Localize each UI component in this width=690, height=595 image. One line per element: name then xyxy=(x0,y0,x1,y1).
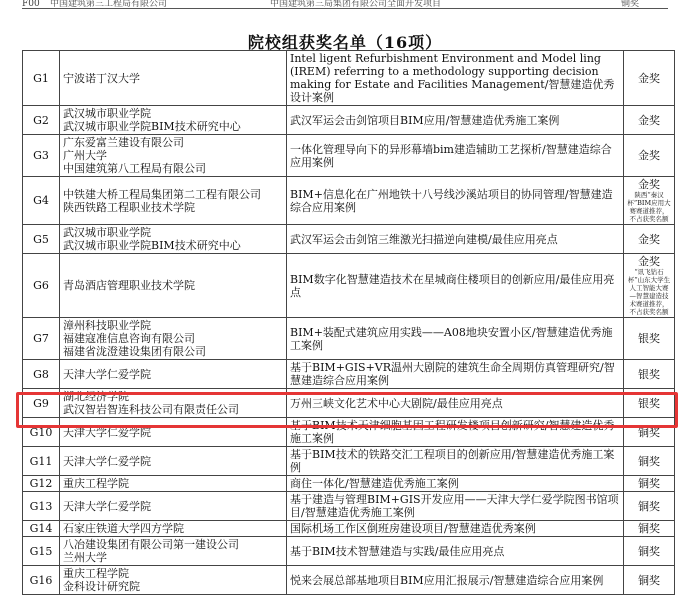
table-row xyxy=(23,521,675,537)
award-level: 铜奖 xyxy=(638,454,660,468)
award-table xyxy=(22,50,675,595)
row-project: 基于BIM技术的铁路交汇工程项目的创新应用/智慧建造优秀施工案例 xyxy=(287,447,624,476)
row-award-cell xyxy=(624,51,675,106)
row-project: 基于建造与管理BIM+GIS开发应用——天津大学仁爱学院图书馆项目/智慧建造优秀施工案例 xyxy=(287,492,624,521)
award-level: 铜奖 xyxy=(638,573,660,587)
fragment-no: F00 xyxy=(22,0,40,8)
fragment-award: 铜奖 xyxy=(620,0,639,8)
row-project: 武汉军运会击剑馆项目BIM应用/智慧建造优秀施工案例 xyxy=(287,106,624,135)
unit-name: 兰州大学 xyxy=(63,551,107,564)
row-number: G15 xyxy=(23,537,60,566)
award-level: 金奖 xyxy=(638,149,660,162)
unit-name: 武汉城市职业学院 xyxy=(63,107,151,120)
unit-name: 八冶建设集团有限公司第一建设公司 xyxy=(63,538,239,551)
row-number: G12 xyxy=(23,476,60,492)
row-award-cell xyxy=(624,225,675,254)
table-row xyxy=(23,135,675,177)
row-units xyxy=(60,254,287,318)
table-row xyxy=(23,492,675,521)
previous-table-fragment xyxy=(22,0,668,9)
row-award-cell xyxy=(624,360,675,389)
table-row xyxy=(23,177,675,225)
row-number: G10 xyxy=(23,418,60,447)
row-units xyxy=(60,360,287,389)
row-units xyxy=(60,566,287,595)
row-award-cell xyxy=(624,254,675,318)
row-number: G4 xyxy=(23,177,60,225)
row-units xyxy=(60,389,287,418)
row-units xyxy=(60,106,287,135)
row-project: 基于BIM技术天津细胞基因工程研发楼项目创新研究/智慧建造优秀施工案例 xyxy=(287,418,624,447)
award-level: 银奖 xyxy=(638,367,660,381)
row-project: 国际机场工作区倒班房建设项目/智慧建造优秀案例 xyxy=(287,521,624,537)
row-project: 基于BIM+GIS+VR温州大剧院的建筑生命全周期仿真管理研究/智慧建造综合应用案例 xyxy=(287,360,624,389)
award-note: 陕西“秦汉杯”BIM应用大赛赛道推荐，不占获奖名额 xyxy=(627,191,671,223)
row-award-cell xyxy=(624,318,675,360)
table-row xyxy=(23,566,675,595)
unit-name: 福建寇准信息咨询有限公司 xyxy=(63,332,195,345)
row-project: BIM数字化智慧建造技术在星城商住楼项目的创新应用/最佳应用亮点 xyxy=(287,254,624,318)
row-project: Intel ligent Refurbishment Environment and Model ling (IREM) referring to a methodology supporting decision making for Estate and Facilities Management/智慧建造优秀设计案例 xyxy=(287,51,624,106)
table-row xyxy=(23,360,675,389)
row-number: G16 xyxy=(23,566,60,595)
row-project: 基于BIM技术智慧建造与实践/最佳应用亮点 xyxy=(287,537,624,566)
unit-name: 广东爱富兰建设有限公司 xyxy=(63,136,184,149)
row-units xyxy=(60,537,287,566)
row-project: 万州三峡文化艺术中心大剧院/最佳应用亮点 xyxy=(287,389,624,418)
unit-name: 武汉城市职业学院BIM技术研究中心 xyxy=(63,239,241,252)
unit-name: 福建省泷澄建设集团有限公司 xyxy=(63,345,206,358)
table-row xyxy=(23,254,675,318)
row-project: BIM+装配式建筑应用实践——A08地块安置小区/智慧建造优秀施工案例 xyxy=(287,318,624,360)
table-row xyxy=(23,389,675,418)
unit-name: 武汉智岩智连科技公司有限责任公司 xyxy=(63,403,239,416)
unit-name: 天津大学仁爱学院 xyxy=(63,499,151,513)
award-note: “讯飞钻石杯”山东大学生人工智能大赛—智慧建造技术赛道推荐，不占获奖名额 xyxy=(627,268,671,316)
award-level: 铜奖 xyxy=(638,477,660,490)
row-number: G11 xyxy=(23,447,60,476)
row-project: 一体化管理导向下的异形幕墙bim建造辅助工艺探析/智慧建造综合应用案例 xyxy=(287,135,624,177)
row-number: G2 xyxy=(23,106,60,135)
row-number: G6 xyxy=(23,254,60,318)
row-number: G9 xyxy=(23,389,60,418)
unit-name: 武汉城市职业学院 xyxy=(63,226,151,239)
table-row xyxy=(23,318,675,360)
row-project: 武汉军运会击剑馆三维激光扫描逆向建模/最佳应用亮点 xyxy=(287,225,624,254)
unit-name: 石家庄铁道大学四方学院 xyxy=(63,522,184,535)
unit-name: 广州大学 xyxy=(63,149,107,162)
unit-name: 天津大学仁爱学院 xyxy=(63,367,151,381)
row-award-cell xyxy=(624,492,675,521)
row-units xyxy=(60,447,287,476)
unit-name: 天津大学仁爱学院 xyxy=(63,454,151,468)
row-award-cell xyxy=(624,537,675,566)
row-units xyxy=(60,492,287,521)
unit-name: 陕西铁路工程职业技术学院 xyxy=(63,200,195,214)
row-number: G7 xyxy=(23,318,60,360)
row-award-cell xyxy=(624,566,675,595)
unit-name: 漳州科技职业学院 xyxy=(63,319,151,332)
unit-name: 武汉城市职业学院BIM技术研究中心 xyxy=(63,120,241,133)
row-units xyxy=(60,476,287,492)
unit-name: 中国建筑第八工程局有限公司 xyxy=(63,162,206,175)
table-row xyxy=(23,51,675,106)
row-award-cell xyxy=(624,389,675,418)
unit-name: 重庆工程学院 xyxy=(63,567,129,580)
table-row xyxy=(23,447,675,476)
unit-name: 中铁建大桥工程局集团第二工程有限公司 xyxy=(63,187,261,201)
row-units xyxy=(60,51,287,106)
award-level: 金奖 xyxy=(638,113,660,127)
award-level: 银奖 xyxy=(638,396,660,410)
row-units xyxy=(60,225,287,254)
row-project: 商住一体化/智慧建造优秀施工案例 xyxy=(287,476,624,492)
unit-name: 青岛酒店管理职业技术学院 xyxy=(63,279,195,292)
table-row xyxy=(23,418,675,447)
award-level: 铜奖 xyxy=(638,522,660,535)
row-award-cell xyxy=(624,135,675,177)
row-project: BIM+信息化在广州地铁十八号线沙溪站项目的协同管理/智慧建造综合应用案例 xyxy=(287,177,624,225)
row-units xyxy=(60,318,287,360)
row-number: G3 xyxy=(23,135,60,177)
row-award-cell xyxy=(624,521,675,537)
row-number: G8 xyxy=(23,360,60,389)
award-level: 金奖 xyxy=(638,232,660,246)
row-units xyxy=(60,177,287,225)
unit-name: 天津大学仁爱学院 xyxy=(63,425,151,439)
table-row xyxy=(23,106,675,135)
row-units xyxy=(60,418,287,447)
unit-name: 宁波诺丁汉大学 xyxy=(63,71,140,85)
row-number: G13 xyxy=(23,492,60,521)
row-units xyxy=(60,521,287,537)
row-award-cell xyxy=(624,177,675,225)
unit-name: 湖北经济学院 xyxy=(63,390,129,403)
row-units xyxy=(60,135,287,177)
fragment-unit: 中国建筑第三工程局有限公司 xyxy=(50,0,168,8)
unit-name: 重庆工程学院 xyxy=(63,477,129,490)
award-level: 铜奖 xyxy=(638,499,660,513)
award-level: 铜奖 xyxy=(638,544,660,558)
table-row xyxy=(23,537,675,566)
award-level: 金奖 xyxy=(638,71,660,85)
row-award-cell xyxy=(624,106,675,135)
section-title: 院校组获奖名单（16项） xyxy=(247,33,443,52)
award-level: 银奖 xyxy=(638,332,660,345)
fragment-project: 中国建筑第三局集团有限公司全面开发项目 xyxy=(270,0,442,8)
row-award-cell xyxy=(624,418,675,447)
award-level: 金奖 xyxy=(638,178,660,191)
row-number: G1 xyxy=(23,51,60,106)
row-award-cell xyxy=(624,447,675,476)
row-project: 悦来会展总部基地项目BIM应用汇报展示/智慧建造综合应用案例 xyxy=(287,566,624,595)
row-award-cell xyxy=(624,476,675,492)
award-level: 铜奖 xyxy=(638,425,660,439)
table-row xyxy=(23,476,675,492)
award-level: 金奖 xyxy=(638,255,660,268)
table-row xyxy=(23,225,675,254)
unit-name: 金科设计研究院 xyxy=(63,580,140,593)
row-number: G5 xyxy=(23,225,60,254)
row-number: G14 xyxy=(23,521,60,537)
